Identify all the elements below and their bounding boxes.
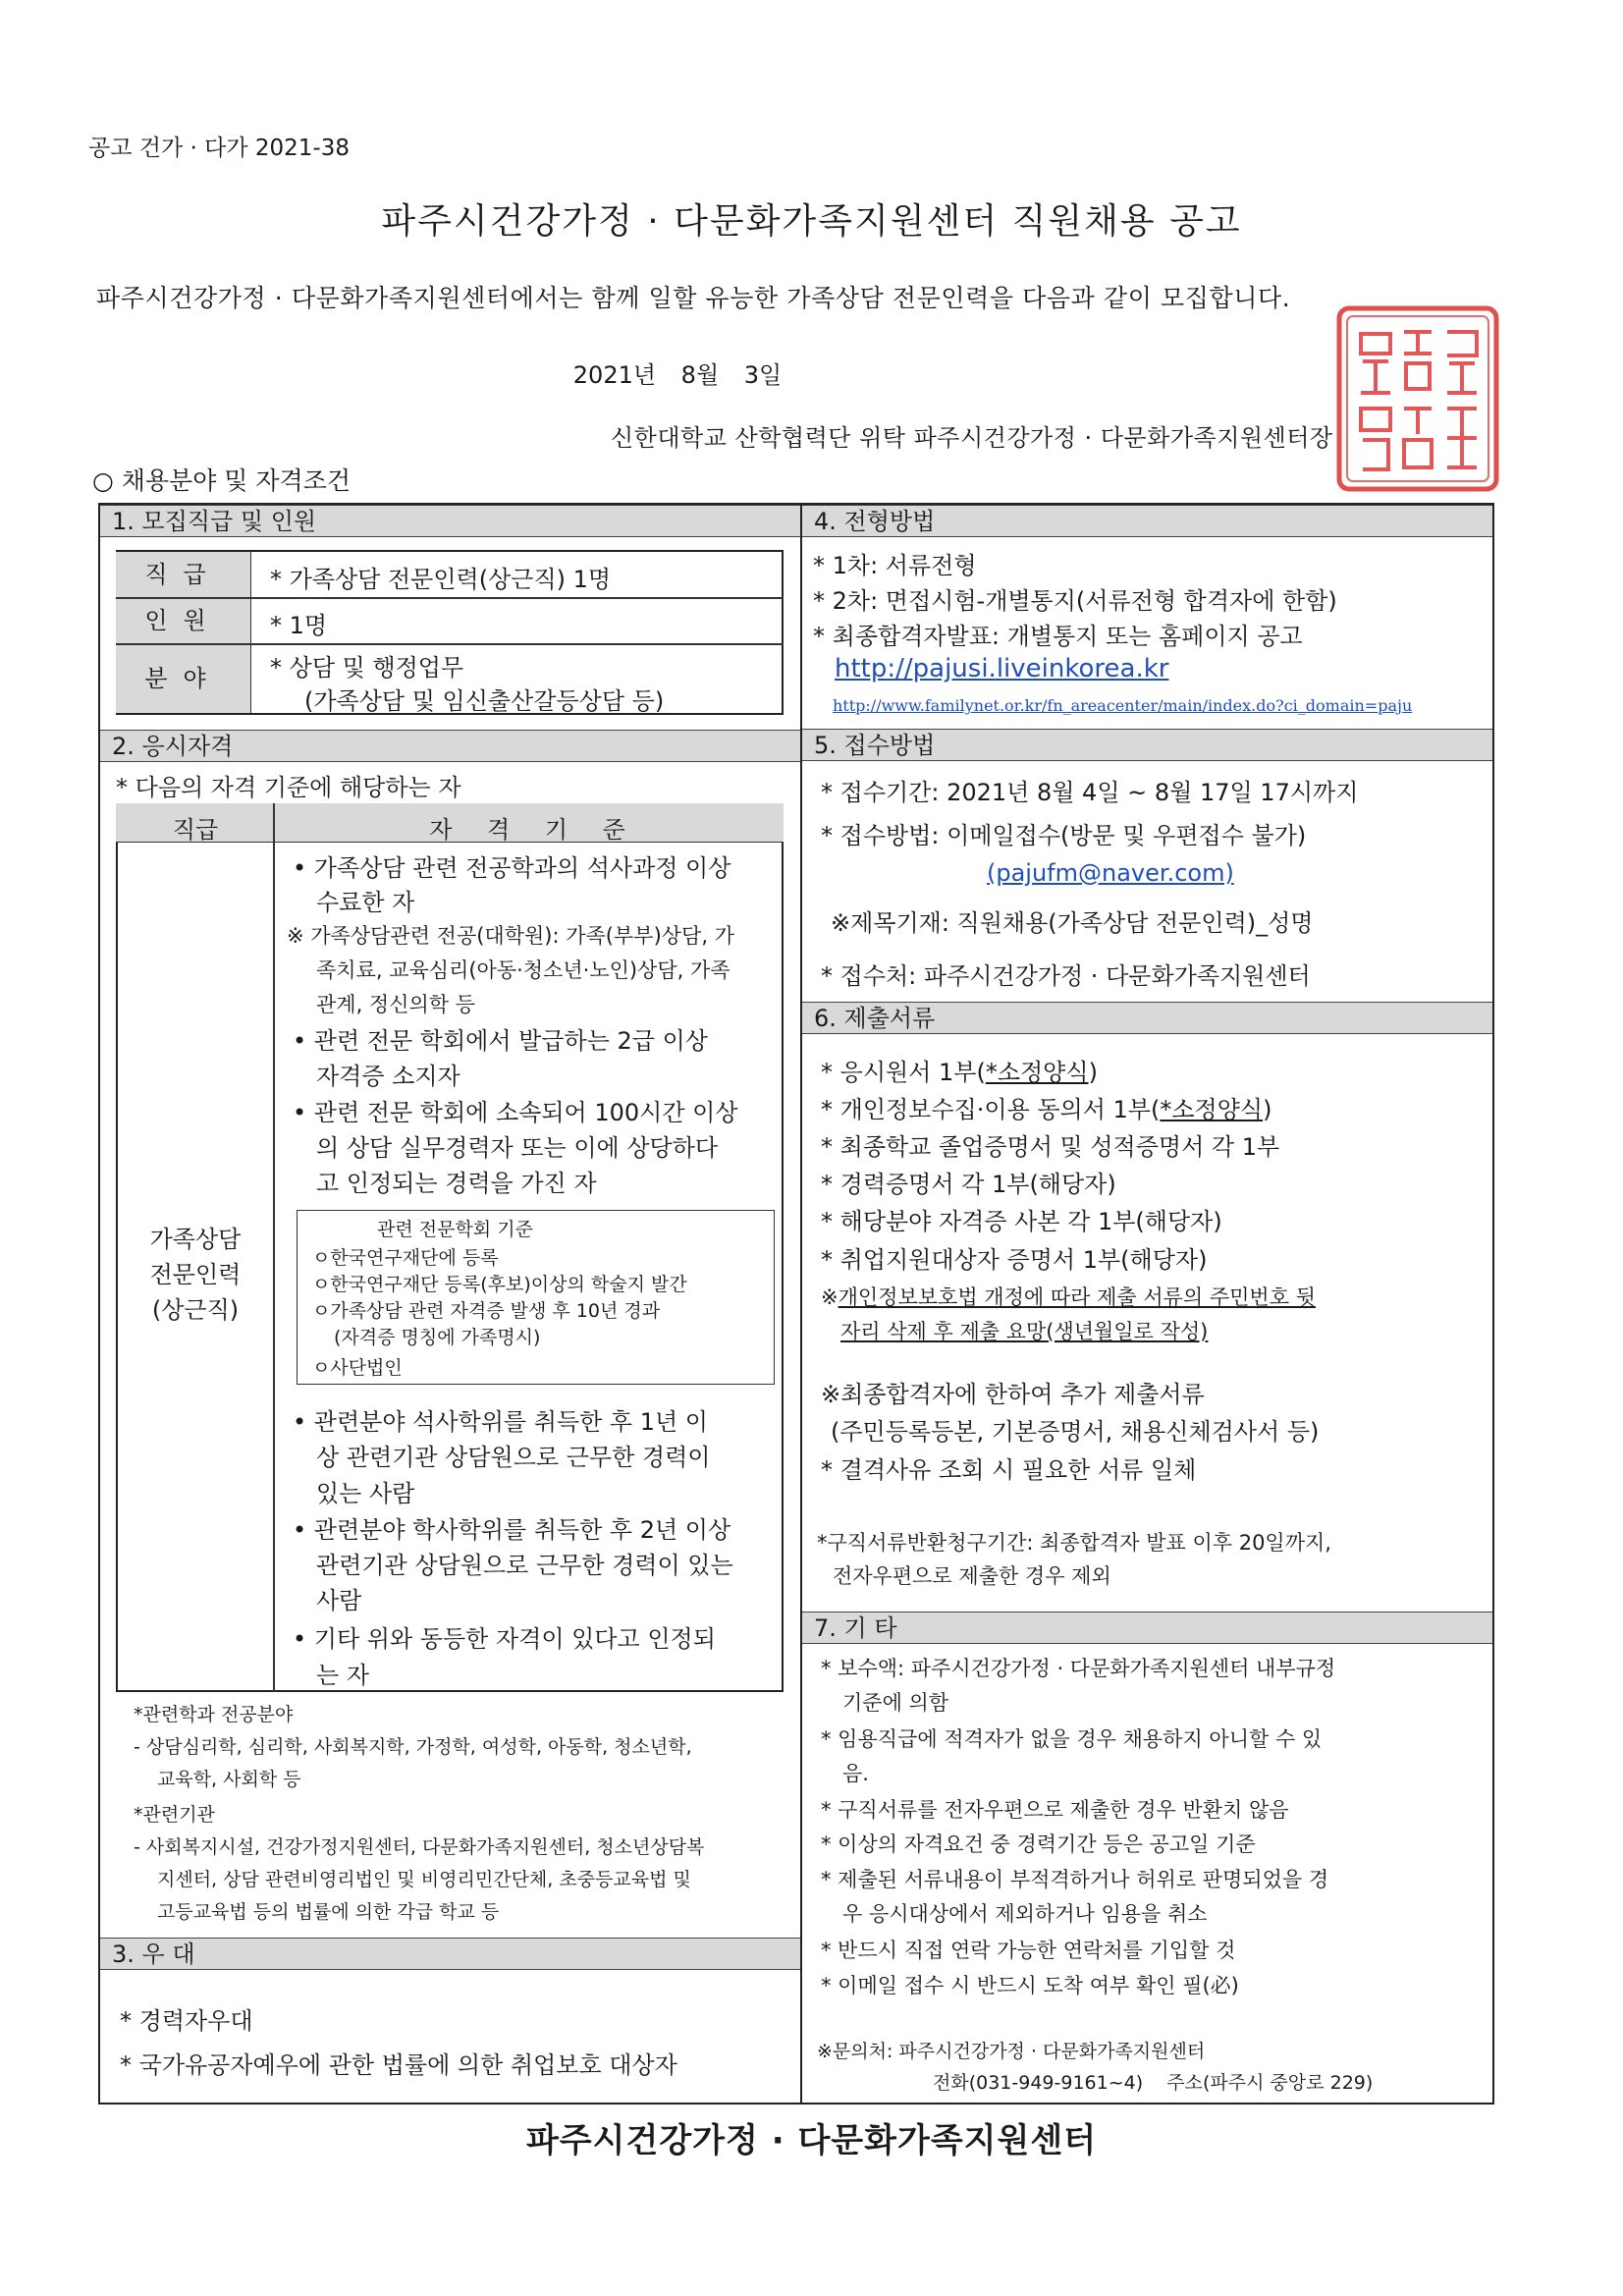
misc-item: * 이상의 자격요건 중 경력기간 등은 공고일 기준 [821, 1832, 1256, 1856]
form-note: *소정양식 [1160, 1096, 1264, 1123]
familynet-link[interactable]: http://www.familynet.or.kr/fn_areacenter/main/index.do?ci_domain=paju [833, 696, 1413, 715]
privacy-notice-cont: 자리 삭제 후 제출 요망(생년월일로 작성) [840, 1320, 1209, 1343]
section-6-title: 6. 제출서류 [802, 1002, 1492, 1034]
criteria-line: 관련기관 상담원으로 근무한 경력이 있는 [316, 1552, 733, 1579]
selection-item: * 1차: 서류전형 [813, 552, 977, 579]
section-2-title: 2. 응시자격 [100, 730, 800, 762]
note-line: 고등교육법 등의 법률에 의한 각급 학교 등 [157, 1901, 500, 1923]
row-divider [116, 643, 784, 645]
section-5-title: 5. 접수방법 [802, 729, 1492, 761]
association-title: 관련 전문학회 기준 [377, 1219, 533, 1240]
association-item: ㅇ사단법인 [312, 1357, 403, 1379]
application-period: * 접수기간: 2021년 8월 4일 ~ 8월 17일 17시까지 [821, 779, 1359, 806]
return-period-cont: 전자우편으로 제출한 경우 제외 [833, 1564, 1111, 1588]
criteria-line: 의 상담 실무경력자 또는 이에 상당하다 [316, 1134, 719, 1162]
col-header-criteria: 자 격 기 준 [429, 816, 629, 844]
col-header-rank: 직급 [172, 816, 219, 844]
row-divider [116, 597, 784, 599]
section-1-title: 1. 모집직급 및 인원 [100, 505, 800, 537]
document-item: * 해당분야 자격증 사본 각 1부(해당자) [821, 1208, 1222, 1235]
criteria-line: 있는 사람 [316, 1480, 415, 1507]
contact-phone-address: 전화(031-949-9161~4) 주소(파주시 중앙로 229) [933, 2072, 1374, 2094]
misc-item: * 보수액: 파주시건강가정 · 다문화가족지원센터 내부규정 [821, 1657, 1336, 1680]
document-number: 공고 건가 · 다가 2021-38 [88, 136, 350, 161]
document-text: ) [1088, 1059, 1098, 1086]
misc-item: 음. [842, 1762, 869, 1785]
preference-item: * 경력자우대 [120, 2007, 253, 2035]
announcement-date: 2021년 8월 3일 [572, 361, 783, 389]
criteria-line: 관계, 정신의학 등 [316, 993, 476, 1016]
criteria-line: 는 자 [316, 1662, 369, 1689]
return-period: *구직서류반환청구기간: 최종합격자 발표 이후 20일까지, [817, 1531, 1331, 1555]
selection-item: * 2차: 면접시험-개별통지(서류전형 합격자에 한함) [813, 587, 1337, 615]
value-field-detail: (가족상담 및 임신출산갈등상담 등) [304, 687, 665, 715]
misc-item: * 이메일 접수 시 반드시 도착 여부 확인 필(必) [821, 1974, 1239, 1997]
misc-item: * 반드시 직접 연락 가능한 연락처를 기입할 것 [821, 1939, 1236, 1962]
email-subject-rule: ※제목기재: 직원채용(가족상담 전문인력)_성명 [831, 909, 1314, 937]
section-3-title: 3. 우 대 [100, 1938, 800, 1970]
criteria-line: • 관련분야 석사학위를 취득한 후 1년 이 [293, 1408, 708, 1436]
association-item: ㅇ가족상담 관련 자격증 발생 후 10년 경과 [312, 1300, 661, 1322]
association-item: ㅇ한국연구재단 등록(후보)이상의 학술지 발간 [312, 1274, 687, 1295]
section-heading: ○ 채용분야 및 자격조건 [92, 466, 352, 495]
note-line: - 상담심리학, 심리학, 사회복지학, 가정학, 여성학, 아동학, 청소년학, [134, 1736, 692, 1758]
section-4-title: 4. 전형방법 [802, 505, 1492, 537]
document-item: * 취업지원대상자 증명서 1부(해당자) [821, 1246, 1208, 1274]
criteria-line: 고 인정되는 경력을 가진 자 [316, 1170, 597, 1197]
document-item: * 경력증명서 각 1부(해당자) [821, 1171, 1116, 1198]
note-line: *관련학과 전공분야 [134, 1704, 294, 1725]
misc-item: 기준에 의함 [842, 1691, 949, 1715]
document-text: ) [1263, 1096, 1272, 1123]
misc-item: * 구직서류를 전자우편으로 제출한 경우 반환치 않음 [821, 1798, 1289, 1822]
document-text: * 개인정보수집·이용 동의서 1부( [821, 1096, 1161, 1123]
misc-item: 우 응시대상에서 제외하거나 임용을 취소 [842, 1902, 1208, 1926]
page-title: 파주시건강가정 · 다문화가족지원센터 직원채용 공고 [381, 201, 1242, 242]
notice-mark: ※ [821, 1285, 839, 1309]
value-headcount: * 1명 [270, 612, 328, 639]
document-item [821, 1053, 1098, 1087]
official-seal-icon [1333, 302, 1502, 495]
criteria-line: • 관련분야 학사학위를 취득한 후 2년 이상 [293, 1516, 731, 1544]
intro-text: 파주시건강가정 · 다문화가족지원센터에서는 함께 일할 유능한 가족상담 전문인력을 다음과 같이 모집합니다. [96, 284, 1291, 312]
privacy-notice [821, 1282, 1316, 1311]
footer-organization: 파주시건강가정 · 다문화가족지원센터 [525, 2121, 1098, 2160]
privacy-text: 개인정보보호법 개정에 따라 제출 서류의 주민번호 뒷 [838, 1285, 1316, 1309]
criteria-line: • 관련 전문 학회에 소속되어 100시간 이상 [293, 1099, 738, 1126]
final-docs-list: (주민등록등본, 기본증명서, 채용신체검사서 등) [831, 1418, 1320, 1446]
criteria-line: ※ 가족상담관련 전공(대학원): 가족(부부)상담, 가 [287, 924, 734, 948]
homepage-link[interactable]: http://pajusi.liveinkorea.kr [835, 654, 1169, 683]
criteria-line: 상 관련기관 상담원으로 근무한 경력이 [316, 1444, 711, 1471]
final-docs-note: ※최종합격자에 한하여 추가 제출서류 [821, 1381, 1205, 1408]
position-name-1: 가족상담 [149, 1226, 242, 1253]
position-name-2: 전문인력 [149, 1261, 242, 1288]
misc-item: * 임용직급에 적격자가 없을 경우 채용하지 아니할 수 있 [821, 1727, 1323, 1751]
value-field: * 상담 및 행정업무 [270, 654, 464, 682]
preference-item: * 국가유공자예우에 관한 법률에 의한 취업보호 대상자 [120, 2051, 677, 2079]
email-link[interactable]: (pajufm@naver.com) [987, 859, 1234, 887]
issuer-line: 신한대학교 산학협력단 위탁 파주시건강가정 · 다문화가족지원센터장 [611, 424, 1333, 452]
final-docs-item: * 결격사유 조회 시 필요한 서류 일체 [821, 1456, 1197, 1484]
note-line: 지센터, 상담 관련비영리법인 및 비영리민간단체, 초중등교육법 및 [157, 1869, 691, 1890]
note-line: *관련기관 [134, 1804, 215, 1826]
association-item: ㅇ한국연구재단에 등록 [312, 1247, 499, 1269]
criteria-line: • 관련 전문 학회에서 발급하는 2급 이상 [293, 1027, 708, 1055]
note-line: - 사회복지시설, 건강가정지원센터, 다문화가족지원센터, 청소년상담복 [134, 1836, 705, 1858]
label-headcount: 인원 [116, 598, 251, 643]
section-7-title: 7. 기 타 [802, 1612, 1492, 1644]
criteria-line: • 가족상담 관련 전공학과의 석사과정 이상 [293, 854, 731, 882]
association-item: (자격증 명칭에 가족명시) [334, 1327, 541, 1348]
label-field: 분야 [116, 644, 251, 713]
document-item: * 최종학교 졸업증명서 및 성적증명서 각 1부 [821, 1133, 1280, 1161]
document-item [821, 1090, 1271, 1124]
criteria-line: 족치료, 교육심리(아동·청소년·노인)상담, 가족 [316, 958, 730, 982]
criteria-line: • 기타 위와 동등한 자격이 있다고 인정되 [293, 1625, 716, 1653]
form-note: *소정양식 [985, 1059, 1089, 1086]
application-method: * 접수방법: 이메일접수(방문 및 우편접수 불가) [821, 822, 1307, 849]
table-column-line [273, 803, 275, 1692]
criteria-line: 자격증 소지자 [316, 1063, 460, 1090]
section-2-subtitle: * 다음의 자격 기준에 해당하는 자 [116, 774, 461, 801]
misc-item: * 제출된 서류내용이 부적격하거나 허위로 판명되었을 경 [821, 1868, 1329, 1891]
selection-item: * 최종합격자발표: 개별통지 또는 홈페이지 공고 [813, 623, 1303, 650]
label-rank: 직급 [116, 552, 251, 597]
contact-line: ※문의처: 파주시건강가정 · 다문화가족지원센터 [817, 2041, 1206, 2062]
application-place: * 접수처: 파주시건강가정 · 다문화가족지원센터 [821, 962, 1311, 990]
position-name-3: (상근직) [151, 1296, 240, 1324]
note-line: 교육학, 사회학 등 [157, 1769, 301, 1790]
document-text: * 응시원서 1부( [821, 1059, 986, 1086]
criteria-line: 수료한 자 [316, 889, 415, 916]
criteria-line: 사람 [316, 1587, 362, 1614]
value-rank: * 가족상담 전문인력(상근직) 1명 [270, 566, 612, 593]
